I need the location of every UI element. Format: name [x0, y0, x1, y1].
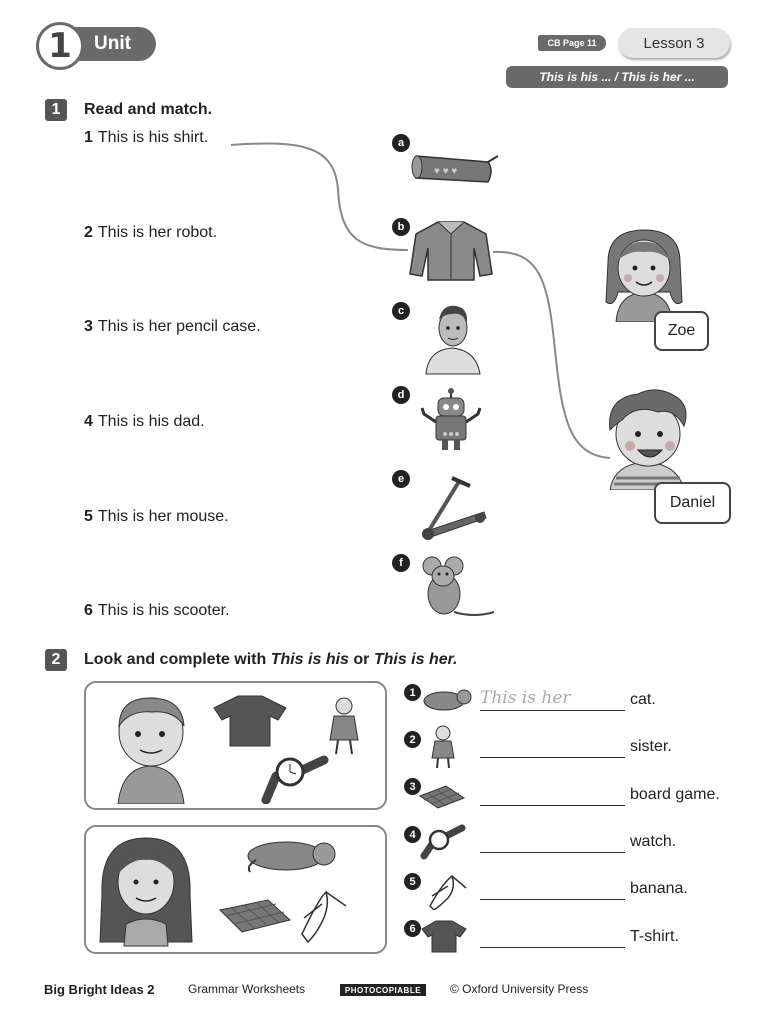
- unit-label: Unit: [94, 33, 131, 54]
- letter-b: b: [392, 218, 410, 236]
- name-label-daniel: Daniel: [654, 482, 731, 524]
- sentence-3: 3 This is her pencil case.: [84, 318, 261, 335]
- item-1-word: cat.: [630, 691, 656, 708]
- sentence-5: 5 This is her mouse.: [84, 508, 229, 525]
- sentence-1: 1 This is his shirt.: [84, 129, 209, 146]
- tshirt-icon: [214, 696, 286, 746]
- robot-icon: [418, 388, 484, 454]
- mouse-icon: [414, 552, 496, 624]
- sentence-4: 4 This is his dad.: [84, 413, 205, 430]
- lesson-topic: This is his ... / This is her ...: [506, 66, 728, 88]
- letter-c: c: [392, 302, 410, 320]
- exercise-2-title: Look and complete with This is his or This is her.: [84, 651, 458, 668]
- item-5-word: banana.: [630, 880, 688, 897]
- exercise-1-title: Read and match.: [84, 101, 213, 118]
- photocopiable-badge: PHOTOCOPIABLE: [340, 984, 426, 996]
- sentence-6: 6 This is his scooter.: [84, 602, 230, 619]
- girl-belongings-illustration: [96, 834, 386, 950]
- letter-e: e: [392, 470, 410, 488]
- tshirt-icon: [420, 918, 468, 954]
- banana-icon: [424, 870, 468, 910]
- item-6-number: 6: [404, 920, 421, 937]
- doll-icon: [330, 698, 358, 754]
- dad-icon: [422, 298, 484, 376]
- answer-blank-3[interactable]: [480, 783, 625, 806]
- banana-icon: [302, 892, 346, 942]
- book-title: Big Bright Ideas 2: [44, 982, 155, 997]
- example-answer: This is her: [480, 688, 571, 708]
- item-3-word: board game.: [630, 786, 720, 803]
- shirt-icon: [408, 218, 494, 282]
- item-3-number: 3: [404, 778, 421, 795]
- answer-blank-2[interactable]: [480, 735, 625, 758]
- board-game-icon: [416, 780, 468, 810]
- svg-text:♥ ♥ ♥: ♥ ♥ ♥: [434, 166, 458, 177]
- answer-blank-1[interactable]: [480, 688, 625, 711]
- item-5-number: 5: [404, 873, 421, 890]
- item-2-word: sister.: [630, 738, 672, 755]
- boy-belongings-illustration: [100, 692, 390, 804]
- unit-number: 1: [36, 22, 84, 70]
- cat-icon: [420, 686, 476, 712]
- letter-f: f: [392, 554, 410, 572]
- watch-icon: [266, 759, 324, 800]
- exercise-1-number: 1: [45, 99, 67, 121]
- lesson-label: Lesson 3: [618, 28, 730, 58]
- letter-d: d: [392, 386, 410, 404]
- answer-blank-5[interactable]: [480, 877, 625, 900]
- doll-icon: [428, 724, 466, 770]
- publisher: © Oxford University Press: [450, 982, 589, 996]
- letter-a: a: [392, 134, 410, 152]
- item-6-word: T-shirt.: [630, 928, 679, 945]
- exercise-2-number: 2: [45, 649, 67, 671]
- item-2-number: 2: [404, 731, 421, 748]
- cat-icon: [248, 842, 335, 872]
- pencil-case-icon: [410, 148, 502, 190]
- footer-section: Grammar Worksheets: [188, 982, 306, 996]
- cb-page-badge: CB Page 11: [538, 35, 606, 51]
- watch-icon: [418, 822, 466, 860]
- name-label-zoe: Zoe: [654, 311, 709, 351]
- answer-blank-4[interactable]: [480, 830, 625, 853]
- sentence-2: 2 This is her robot.: [84, 224, 218, 241]
- item-1-number: 1: [404, 684, 421, 701]
- daniel-portrait: [598, 384, 694, 490]
- answer-blank-6[interactable]: [480, 925, 625, 948]
- item-4-word: watch.: [630, 833, 677, 850]
- scooter-icon: [414, 470, 490, 542]
- zoe-portrait: [598, 222, 690, 322]
- item-4-number: 4: [404, 826, 421, 843]
- board-game-icon: [220, 900, 290, 932]
